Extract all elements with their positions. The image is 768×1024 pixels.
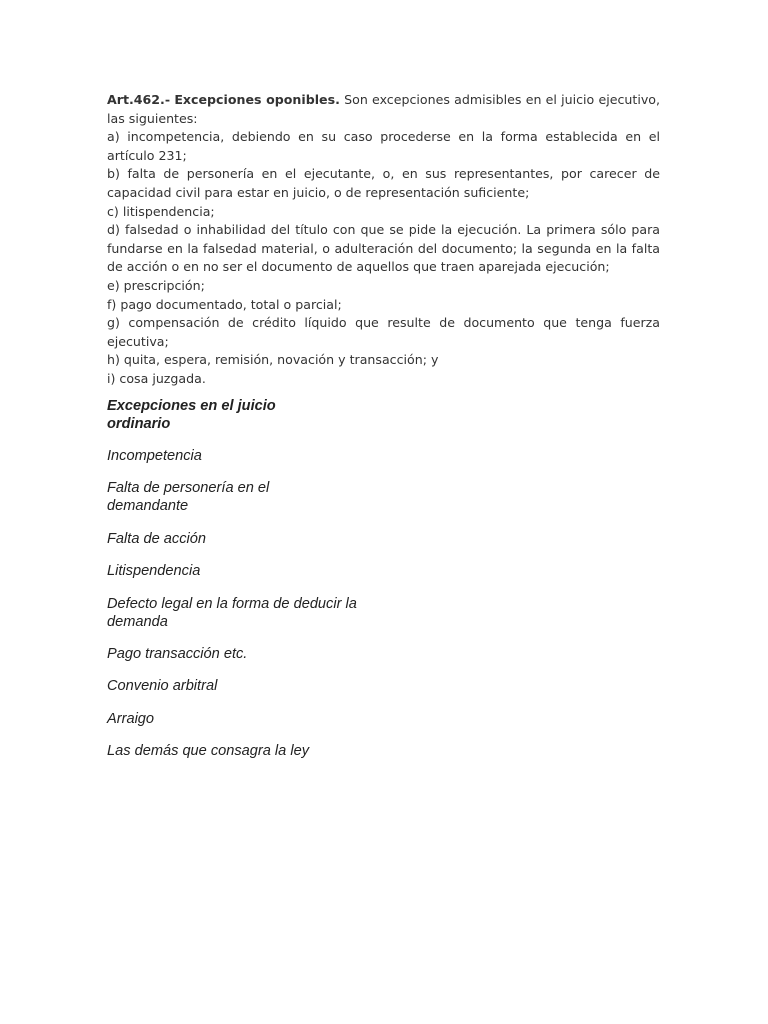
ordinario-heading: Excepciones en el juicio ordinario: [107, 398, 276, 432]
article-item-b: b) falta de personería en el ejecutante, o, en sus representantes, por carecer de capacidad civil para estar en juicio, o de representación suficiente;: [107, 166, 660, 200]
ordinario-section: [107, 397, 407, 775]
ordinario-item-arraigo: Arraigo: [107, 710, 155, 727]
ordinario-item-falta-accion: Falta de acción: [107, 530, 206, 547]
article-intro: Son excepciones admisibles en el juicio ejecutivo, las siguientes:: [107, 92, 660, 126]
ordinario-item-defecto-legal: Defecto legal en la forma de deducir la demanda: [107, 595, 357, 630]
article-item-c: c) litispendencia;: [107, 203, 215, 219]
article-number: Art.462.-: [107, 92, 171, 107]
article-item-i: i) cosa juzgada.: [107, 370, 206, 386]
article-item-a: a) incompetencia, debiendo en su caso procederse en la forma establecida en el artículo 231;: [107, 129, 660, 163]
article-item-g: g) compensación de crédito líquido que resulte de documento que tenga fuerza ejecutiva;: [107, 315, 660, 349]
article-title: Excepciones oponibles.: [174, 92, 340, 107]
article-item-e: e) prescripción;: [107, 277, 205, 293]
ordinario-item-incompetencia: Incompetencia: [107, 448, 202, 464]
ordinario-item-demas: Las demás que consagra la ley: [107, 743, 310, 760]
ordinario-item-convenio-arbitral: Convenio arbitral: [107, 678, 218, 695]
article-462: [107, 91, 660, 389]
article-intro-paragraph: [107, 91, 660, 128]
article-item-d: d) falsedad o inhabilidad del título con que se pide la ejecución. La primera sólo para fundarse en la falsedad material, o adulteración del documento; la segunda en la falta de acción o en no ser el documento de aquellos que traen aparejada ejecución;: [107, 222, 660, 275]
article-item-f: f) pago documentado, total o parcial;: [107, 296, 342, 312]
ordinario-item-litispendencia: Litispendencia: [107, 563, 201, 580]
ordinario-item-pago-transaccion: Pago transacción etc.: [107, 645, 248, 662]
article-item-h: h) quita, espera, remisión, novación y transacción; y: [107, 352, 439, 368]
ordinario-item-falta-personeria: Falta de personería en el demandante: [107, 480, 270, 515]
